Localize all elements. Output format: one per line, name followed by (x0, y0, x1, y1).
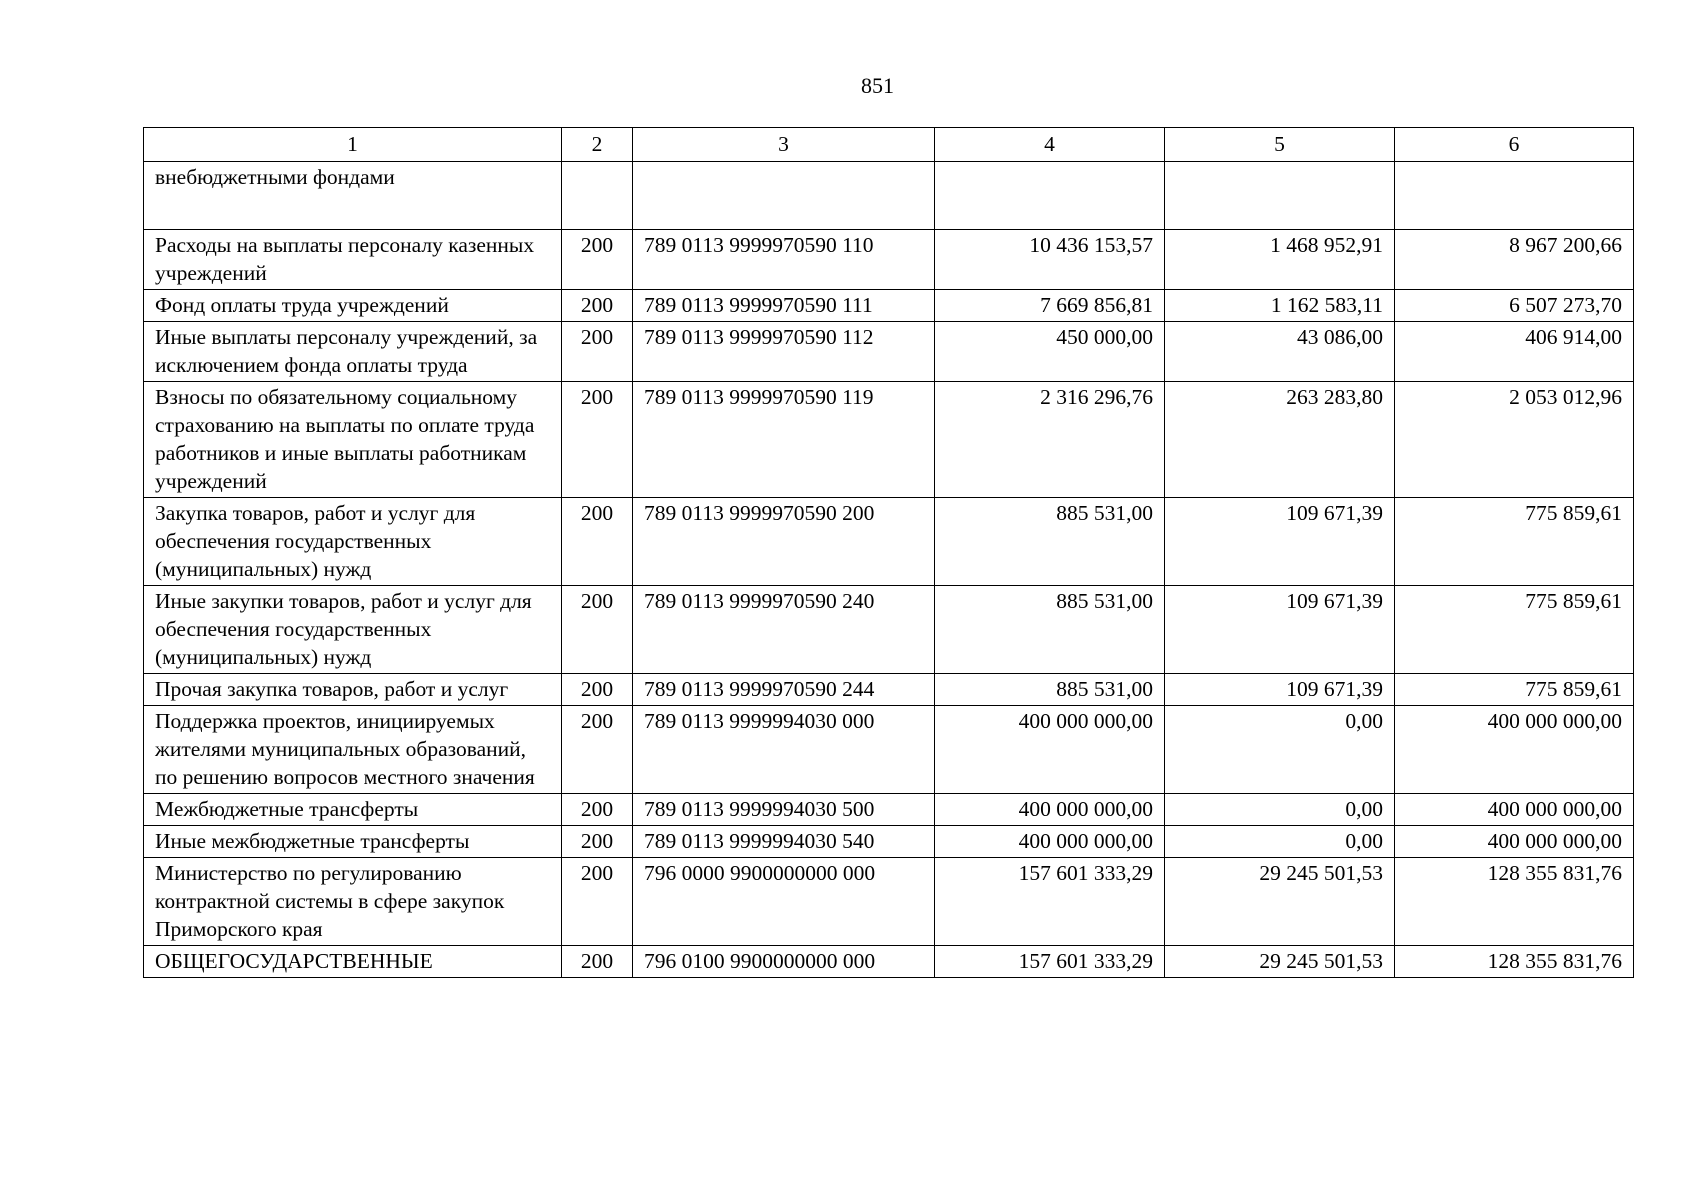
row-value-col6-cell: 128 355 831,76 (1395, 858, 1634, 946)
row-value-col6-cell: 128 355 831,76 (1395, 946, 1634, 978)
row-name-cell: Фонд оплаты труда учреждений (144, 290, 562, 322)
row-value-col5-cell: 0,00 (1165, 826, 1395, 858)
row-classification-code-cell: 789 0113 9999970590 240 (633, 586, 935, 674)
row-value-col4-cell: 10 436 153,57 (935, 230, 1165, 290)
row-value-col4-cell: 885 531,00 (935, 674, 1165, 706)
row-value-col6-cell: 775 859,61 (1395, 674, 1634, 706)
row-code-cell: 200 (562, 498, 633, 586)
row-classification-code-cell: 789 0113 9999970590 119 (633, 382, 935, 498)
row-name-cell: Закупка товаров, работ и услуг для обеспечения государственных (муниципальных) нужд (144, 498, 562, 586)
row-value-col5-cell (1165, 162, 1395, 230)
row-name-cell: Взносы по обязательному социальному страхованию на выплаты по оплате труда работников и иные выплаты работникам учреждений (144, 382, 562, 498)
row-name-cell: Поддержка проектов, инициируемых жителями муниципальных образований, по решению вопросов местного значения (144, 706, 562, 794)
row-value-col6-cell: 400 000 000,00 (1395, 826, 1634, 858)
row-classification-code-cell: 789 0113 9999970590 244 (633, 674, 935, 706)
table-row (144, 858, 1634, 946)
row-value-col5-cell: 43 086,00 (1165, 322, 1395, 382)
row-code-cell: 200 (562, 946, 633, 978)
row-name-cell: внебюджетными фондами (144, 162, 562, 230)
row-classification-code-cell: 789 0113 9999994030 540 (633, 826, 935, 858)
row-name-cell: Министерство по регулированию контрактной системы в сфере закупок Приморского края (144, 858, 562, 946)
row-value-col6-cell: 775 859,61 (1395, 498, 1634, 586)
column-header: 6 (1395, 128, 1634, 162)
row-code-cell: 200 (562, 230, 633, 290)
row-value-col4-cell: 2 316 296,76 (935, 382, 1165, 498)
row-value-col6-cell: 775 859,61 (1395, 586, 1634, 674)
row-name-cell: Прочая закупка товаров, работ и услуг (144, 674, 562, 706)
row-classification-code-cell: 789 0113 9999970590 110 (633, 230, 935, 290)
row-value-col6-cell: 2 053 012,96 (1395, 382, 1634, 498)
row-value-col5-cell: 29 245 501,53 (1165, 858, 1395, 946)
table-row (144, 162, 1634, 230)
row-value-col6-cell: 406 914,00 (1395, 322, 1634, 382)
budget-table (143, 127, 1634, 978)
row-value-col5-cell: 0,00 (1165, 794, 1395, 826)
row-code-cell: 200 (562, 322, 633, 382)
table-row (144, 674, 1634, 706)
row-name-cell: Иные межбюджетные трансферты (144, 826, 562, 858)
row-classification-code-cell: 789 0113 9999970590 200 (633, 498, 935, 586)
row-value-col4-cell: 157 601 333,29 (935, 858, 1165, 946)
row-name-cell: Иные выплаты персоналу учреждений, за исключением фонда оплаты труда (144, 322, 562, 382)
row-code-cell: 200 (562, 382, 633, 498)
row-value-col5-cell: 29 245 501,53 (1165, 946, 1395, 978)
row-value-col6-cell: 400 000 000,00 (1395, 706, 1634, 794)
table-row (144, 382, 1634, 498)
row-value-col4-cell: 450 000,00 (935, 322, 1165, 382)
row-value-col4-cell: 157 601 333,29 (935, 946, 1165, 978)
table-row (144, 946, 1634, 978)
row-code-cell: 200 (562, 706, 633, 794)
row-code-cell: 200 (562, 586, 633, 674)
row-code-cell: 200 (562, 858, 633, 946)
row-value-col6-cell: 400 000 000,00 (1395, 794, 1634, 826)
page-number: 851 (861, 73, 894, 98)
column-header: 1 (144, 128, 562, 162)
table-row (144, 230, 1634, 290)
row-classification-code-cell: 796 0100 9900000000 000 (633, 946, 935, 978)
column-header: 4 (935, 128, 1165, 162)
row-value-col6-cell (1395, 162, 1634, 230)
row-value-col4-cell: 400 000 000,00 (935, 794, 1165, 826)
row-value-col5-cell: 109 671,39 (1165, 498, 1395, 586)
table-row (144, 706, 1634, 794)
row-code-cell: 200 (562, 290, 633, 322)
table-row (144, 322, 1634, 382)
row-code-cell (562, 162, 633, 230)
table-row (144, 794, 1634, 826)
row-value-col4-cell: 400 000 000,00 (935, 826, 1165, 858)
row-value-col4-cell: 400 000 000,00 (935, 706, 1165, 794)
row-value-col5-cell: 1 162 583,11 (1165, 290, 1395, 322)
column-header: 5 (1165, 128, 1395, 162)
table-row (144, 290, 1634, 322)
row-value-col5-cell: 109 671,39 (1165, 586, 1395, 674)
row-classification-code-cell (633, 162, 935, 230)
column-header: 2 (562, 128, 633, 162)
row-classification-code-cell: 789 0113 9999994030 500 (633, 794, 935, 826)
table-row (144, 498, 1634, 586)
row-classification-code-cell: 789 0113 9999970590 112 (633, 322, 935, 382)
row-classification-code-cell: 796 0000 9900000000 000 (633, 858, 935, 946)
row-classification-code-cell: 789 0113 9999994030 000 (633, 706, 935, 794)
row-value-col4-cell: 7 669 856,81 (935, 290, 1165, 322)
row-value-col5-cell: 263 283,80 (1165, 382, 1395, 498)
row-value-col5-cell: 1 468 952,91 (1165, 230, 1395, 290)
row-value-col4-cell: 885 531,00 (935, 586, 1165, 674)
table-row (144, 826, 1634, 858)
table-header-row (144, 128, 1634, 162)
row-name-cell: ОБЩЕГОСУДАРСТВЕННЫЕ (144, 946, 562, 978)
row-value-col5-cell: 109 671,39 (1165, 674, 1395, 706)
row-classification-code-cell: 789 0113 9999970590 111 (633, 290, 935, 322)
row-name-cell: Межбюджетные трансферты (144, 794, 562, 826)
table-row (144, 586, 1634, 674)
row-code-cell: 200 (562, 674, 633, 706)
row-name-cell: Иные закупки товаров, работ и услуг для обеспечения государственных (муниципальных) нужд (144, 586, 562, 674)
row-name-cell: Расходы на выплаты персоналу казенных учреждений (144, 230, 562, 290)
row-value-col4-cell: 885 531,00 (935, 498, 1165, 586)
row-value-col6-cell: 6 507 273,70 (1395, 290, 1634, 322)
column-header: 3 (633, 128, 935, 162)
row-value-col5-cell: 0,00 (1165, 706, 1395, 794)
table-body (144, 162, 1634, 978)
row-code-cell: 200 (562, 826, 633, 858)
row-value-col6-cell: 8 967 200,66 (1395, 230, 1634, 290)
row-code-cell: 200 (562, 794, 633, 826)
row-value-col4-cell (935, 162, 1165, 230)
